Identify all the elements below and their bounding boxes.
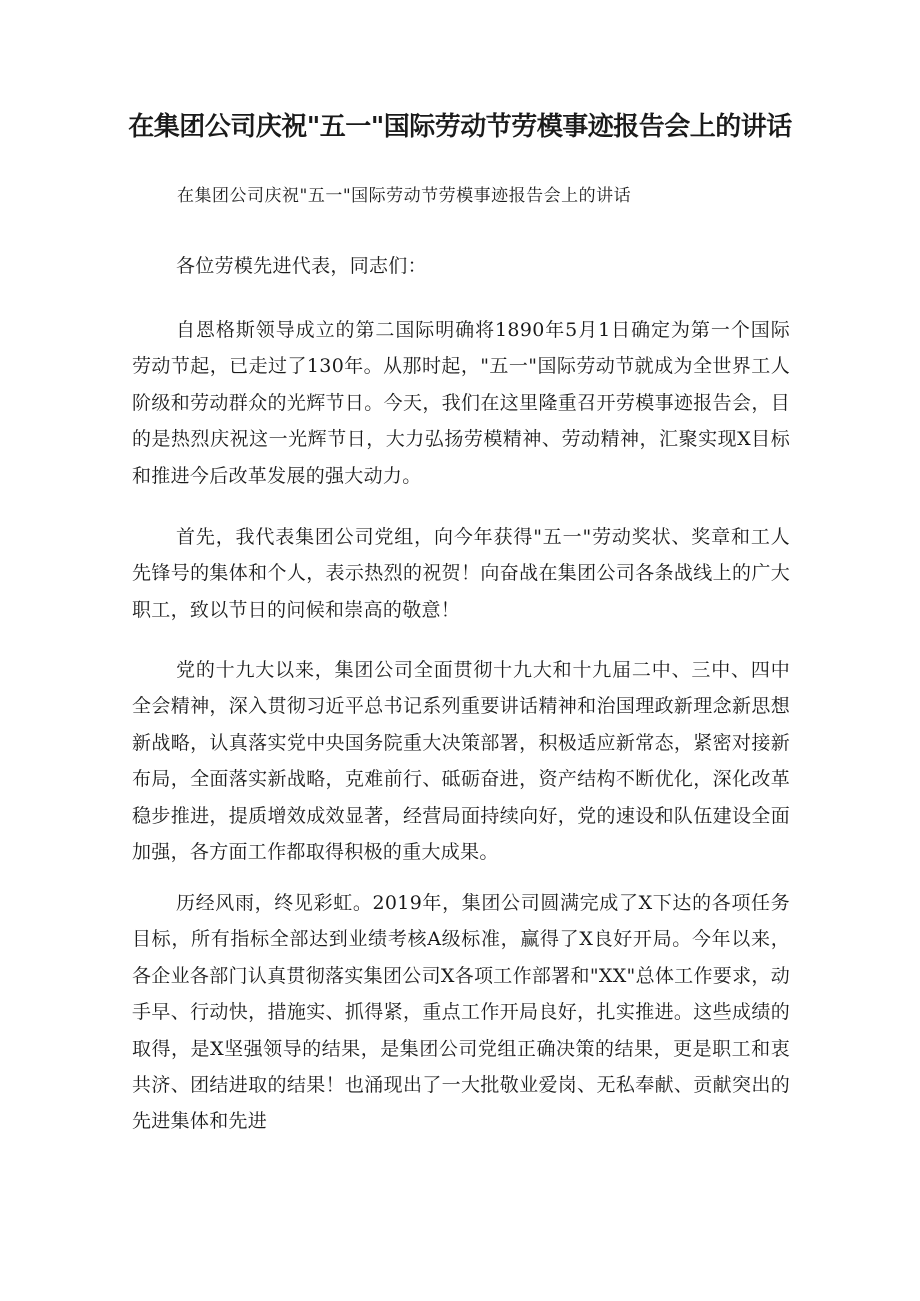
body-paragraph-4: 历经风雨，终见彩虹。2019年，集团公司圆满完成了X下达的各项任务目标，所有指标全部达到业绩考核A级标准，赢得了X良好开局。今年以来，各企业各部门认真贯彻落实集团公司X各项工作部署和"XX"总体工作要求，动手早、行动快，措施实、抓得紧，重点工作开局良好，扎实推进。这些成绩的取得，是X坚强领导的结果，是集团公司党组正确决策的结果，更是职工和衷共济、团结进取的结果！也涌现出了一大批敬业爱岗、无私奉献、贡献突出的先进集体和先进 bbox=[132, 892, 790, 1133]
document-title: 在集团公司庆祝"五一"国际劳动节劳模事迹报告会上的讲话 bbox=[128, 112, 792, 142]
body-paragraph-3: 党的十九大以来，集团公司全面贯彻十九大和十九届二中、三中、四中全会精神，深入贯彻习近平总书记系列重要讲话精神和治国理政新理念新思想新战略，认真落实党中央国务院重大决策部署，积极适应新常态，紧密对接新布局，全面落实新战略，克难前行、砥砺奋进，资产结构不断优化，深化改革稳步推进，提质增效成效显著，经营局面持续向好，党的速设和队伍建设全面加强，各方面工作都取得积极的重大成果。 bbox=[132, 659, 790, 864]
greeting-paragraph: 各位劳模先进代表，同志们： bbox=[176, 255, 427, 277]
body-paragraph-2: 首先，我代表集团公司党组，向今年获得"五一"劳动奖状、奖章和工人先锋号的集体和个人，表示热烈的祝贺！向奋战在集团公司各条战线上的广大职工，致以节日的问候和崇高的敬意！ bbox=[132, 526, 790, 621]
body-paragraph-1: 自恩格斯领导成立的第二国际明确将1890年5月1日确定为第一个国际劳动节起，已走过了130年。从那时起，"五一"国际劳动节就成为全世界工人阶级和劳动群众的光辉节日。今天，我们在这里隆重召开劳模事迹报告会，目的是热烈庆祝这一光辉节日，大力弘扬劳模精神、劳动精神，汇聚实现X目标和推进今后改革发展的强大动力。 bbox=[132, 319, 790, 487]
document-subtitle: 在集团公司庆祝"五一"国际劳动节劳模事迹报告会上的讲话 bbox=[177, 186, 632, 206]
